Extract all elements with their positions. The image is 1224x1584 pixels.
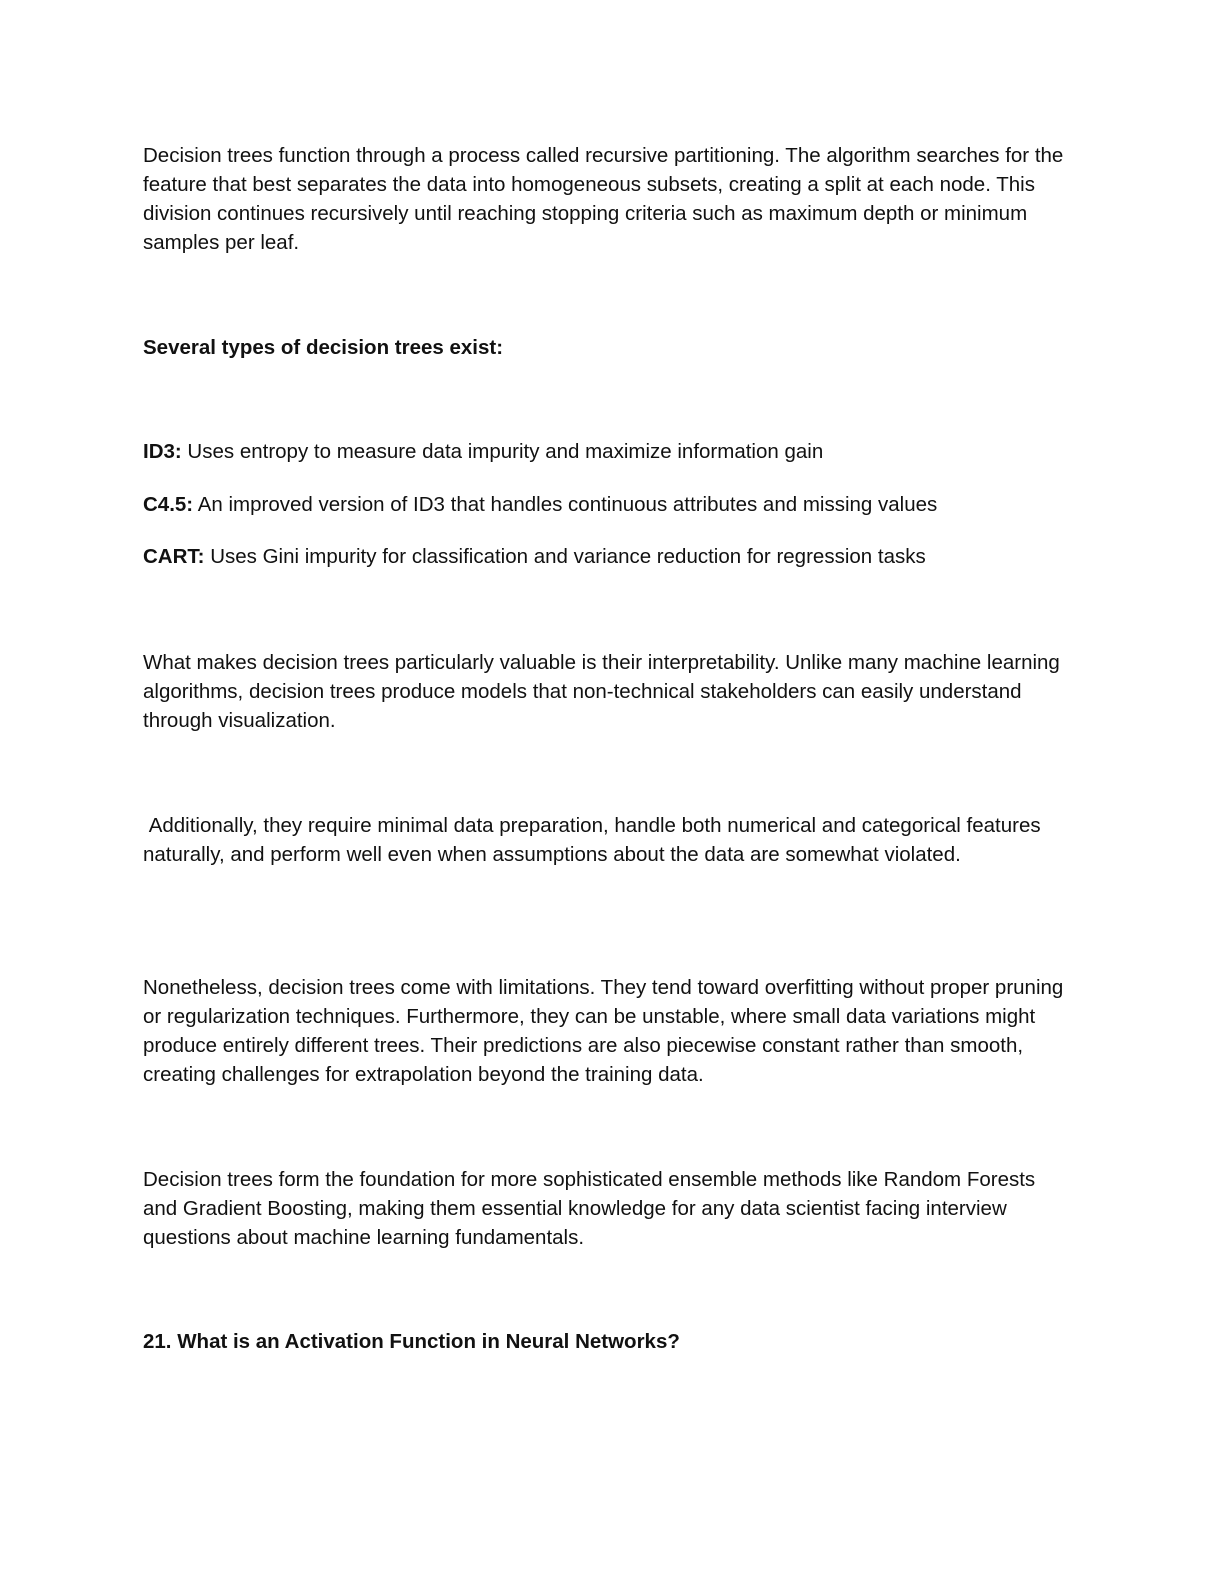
paragraph-recursive-partitioning: Decision trees function through a process called recursive partitioning. The algorithm searches for the feature that best separates the data into homogeneous subsets, creating a split at each node. This division continues recursively until reaching stopping criteria such as maximum depth or minimum samples per leaf. — [143, 144, 1064, 254]
description: An improved version of ID3 that handles continuous attributes and missing values — [193, 493, 938, 516]
paragraph-limitations: Nonetheless, decision trees come with limitations. They tend toward overfitting without proper pruning or regularization techniques. Furthermore, they can be unstable, where small data variations might produce entirely different trees. Their predictions are also piecewise constant rather than smooth, creating challenges for extrapolation beyond the training data. — [143, 976, 1064, 1086]
paragraph-advantages: Additionally, they require minimal data preparation, handle both numerical and categorical features naturally, and perform well even when assumptions about the data are somewhat violated. — [143, 814, 1047, 866]
paragraph-ensemble: Decision trees form the foundation for more sophisticated ensemble methods like Random Forests and Gradient Boosting, making them essential knowledge for any data scientist facing interview questions about machine learning fundamentals. — [143, 1168, 1036, 1249]
list-item-id3 — [143, 437, 1073, 466]
heading-activation-function: 21. What is an Activation Function in Neural Networks? — [143, 1330, 680, 1353]
description: Uses entropy to measure data impurity and maximize information gain — [181, 440, 824, 463]
paragraph-interpretability: What makes decision trees particularly valuable is their interpretability. Unlike many machine learning algorithms, decision trees produce models that non-technical stakeholders can easily understand through visualization. — [143, 651, 1060, 732]
heading-types: Several types of decision trees exist: — [143, 336, 504, 359]
term: C4.5: — [143, 493, 194, 516]
description: Uses Gini impurity for classification and variance reduction for regression tasks — [204, 545, 926, 568]
term: ID3: — [143, 440, 182, 463]
list-item-c45 — [143, 490, 1073, 519]
term: CART: — [143, 545, 205, 568]
list-item-cart — [143, 542, 1073, 571]
